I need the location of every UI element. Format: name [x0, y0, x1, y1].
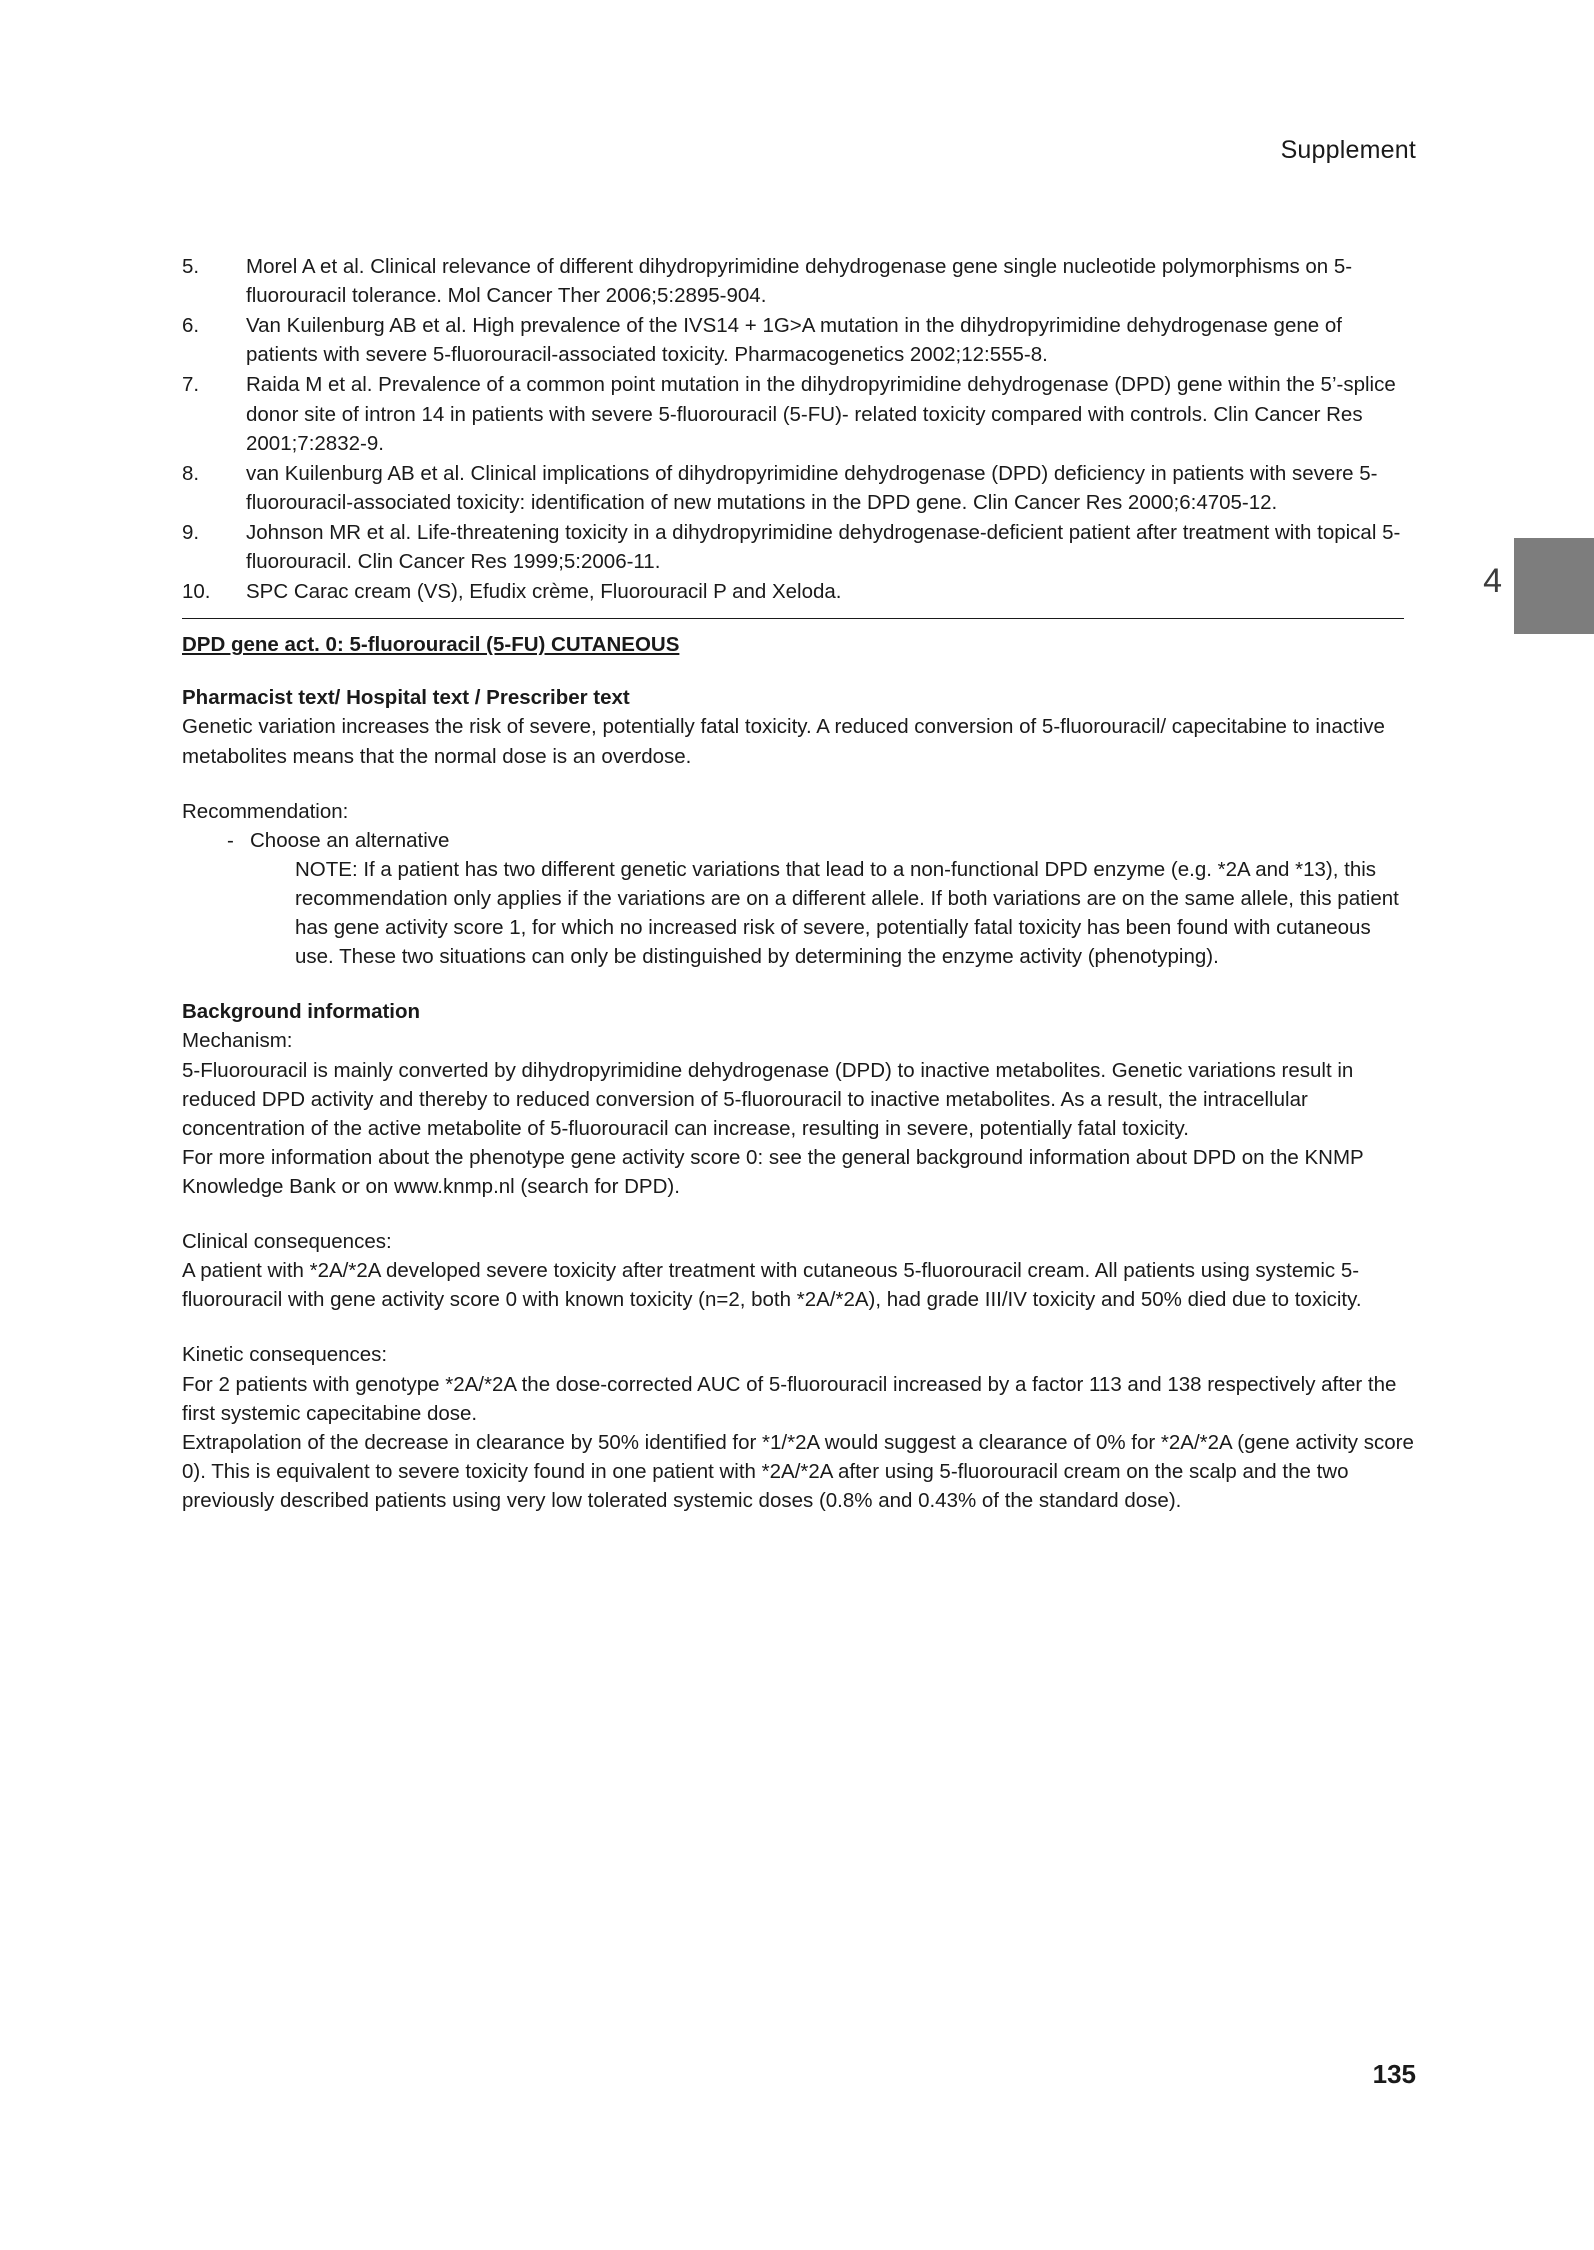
background-block [182, 997, 1414, 1201]
kinetic-consequences-block [182, 1340, 1414, 1515]
background-heading: Background information [182, 1000, 421, 1024]
page-header-title: Supplement [1280, 136, 1416, 164]
reference-number: 6. [182, 314, 200, 338]
list-item [182, 311, 1414, 369]
kinetic-consequences-text-2: Extrapolation of the decrease in clearance by 50% identified for *1/*2A would suggest a clearance of 0% for *2A/*2A (gene activity score 0). This is equivalent to severe toxicity found in one patient with *2A/*2A after using 5-fluorouracil cream on the scalp and the two previously described patients using very low tolerated systemic doses (0.8% and 0.43% of the standard dose). [182, 1430, 1414, 1512]
mechanism-label: Mechanism: [182, 1029, 293, 1053]
recommendation-note: NOTE: If a patient has two different genetic variations that lead to a non-functional DPD enzyme (e.g. *2A and *13), this recommendation only applies if the variations are on a different allele. If both variations are on the same allele, this patient has gene activity score 1, for which no increased risk of severe, potentially fatal toxicity has been found with cutaneous use. These two situations can only be distinguished by determining the enzyme activity (phenotyping). [295, 857, 1399, 969]
reference-text: Van Kuilenburg AB et al. High prevalence of the IVS14 + 1G>A mutation in the dihydropyrimidine dehydrogenase gene of patients with severe 5-fluorouracil-associated toxicity. Pharmacogenetics 2002;12:555-8. [246, 314, 1342, 367]
pharmacist-text: Genetic variation increases the risk of severe, potentially fatal toxicity. A reduced conversion of 5-fluorouracil/ capecitabine to inactive metabolites means that the normal dose is an overdose. [182, 715, 1385, 768]
reference-list [182, 252, 1414, 606]
list-item [182, 577, 1414, 606]
list-item [182, 826, 1414, 855]
clinical-consequences-text: A patient with *2A/*2A developed severe toxicity after treatment with cutaneous 5-fluorouracil cream. All patients using systemic 5-fluorouracil with gene activity score 0 with known toxicity (n=2, both *2A/*2A), had grade III/IV toxicity and 50% died due to toxicity. [182, 1259, 1362, 1312]
kinetic-consequences-label: Kinetic consequences: [182, 1343, 388, 1367]
clinical-consequences-block [182, 1227, 1414, 1314]
document-content [182, 252, 1414, 1515]
list-item [182, 518, 1414, 576]
chapter-number: 4 [1483, 562, 1502, 600]
recommendation-item-text: Choose an alternative [250, 828, 450, 852]
mechanism-text: 5-Fluorouracil is mainly converted by dihydropyrimidine dehydrogenase (DPD) to inactive metabolites. Genetic variations result in reduced DPD activity and thereby to reduced conversion of 5-fluorouracil to inactive metabolites. As a result, the intracellular concentration of the active metabolite of 5-fluorouracil can increase, resulting in severe, potentially fatal toxicity. [182, 1058, 1354, 1140]
list-item [182, 459, 1414, 517]
reference-text: Raida M et al. Prevalence of a common point mutation in the dihydropyrimidine dehydrogenase (DPD) gene within the 5’-splice donor site of intron 14 in patients with severe 5-fluorouracil (5-FU)- related toxicity compared with controls. Clin Cancer Res 2001;7:2832-9. [246, 373, 1396, 455]
page-number: 135 [1372, 2059, 1416, 2089]
reference-number: 7. [182, 373, 200, 397]
recommendation-block [182, 797, 1414, 972]
chapter-tab-marker [1514, 538, 1594, 634]
reference-number: 5. [182, 255, 200, 278]
bullet-dash: - [227, 828, 234, 852]
mechanism-more-info: For more information about the phenotype gene activity score 0: see the general background information about DPD on the KNMP Knowledge Bank or on www.knmp.nl (search for DPD). [182, 1145, 1364, 1198]
section-divider [182, 618, 1404, 619]
pharmacist-heading: Pharmacist text/ Hospital text / Prescriber text [182, 686, 630, 710]
clinical-consequences-label: Clinical consequences: [182, 1230, 392, 1254]
section-heading: DPD gene act. 0: 5-fluorouracil (5-FU) CUTANEOUS [182, 633, 680, 657]
reference-text: Johnson MR et al. Life-threatening toxicity in a dihydropyrimidine dehydrogenase-deficient patient after treatment with topical 5-fluorouracil. Clin Cancer Res 1999;5:2006-11. [246, 520, 1401, 574]
list-item [182, 370, 1414, 457]
reference-number: 9. [182, 520, 200, 544]
reference-number: 8. [182, 461, 200, 485]
list-item [182, 252, 1414, 310]
pharmacist-block [182, 683, 1414, 770]
recommendation-list [182, 826, 1414, 855]
reference-text: Morel A et al. Clinical relevance of different dihydropyrimidine dehydrogenase gene single nucleotide polymorphisms on 5-fluorouracil tolerance. Mol Cancer Ther 2006;5:2895-904. [246, 255, 1353, 308]
reference-text: SPC Carac cream (VS), Efudix crème, Fluorouracil P and Xeloda. [246, 580, 842, 604]
reference-text: van Kuilenburg AB et al. Clinical implications of dihydropyrimidine dehydrogenase (DPD) deficiency in patients with severe 5-fluorouracil-associated toxicity: identification of new mutations in the DPD gene. Clin Cancer Res 2000;6:4705-12. [246, 461, 1378, 514]
kinetic-consequences-text-1: For 2 patients with genotype *2A/*2A the dose-corrected AUC of 5-fluorouracil increased by a factor 113 and 138 respectively after the first systemic capecitabine dose. [182, 1372, 1397, 1425]
reference-number: 10. [182, 580, 211, 604]
recommendation-label: Recommendation: [182, 799, 349, 823]
